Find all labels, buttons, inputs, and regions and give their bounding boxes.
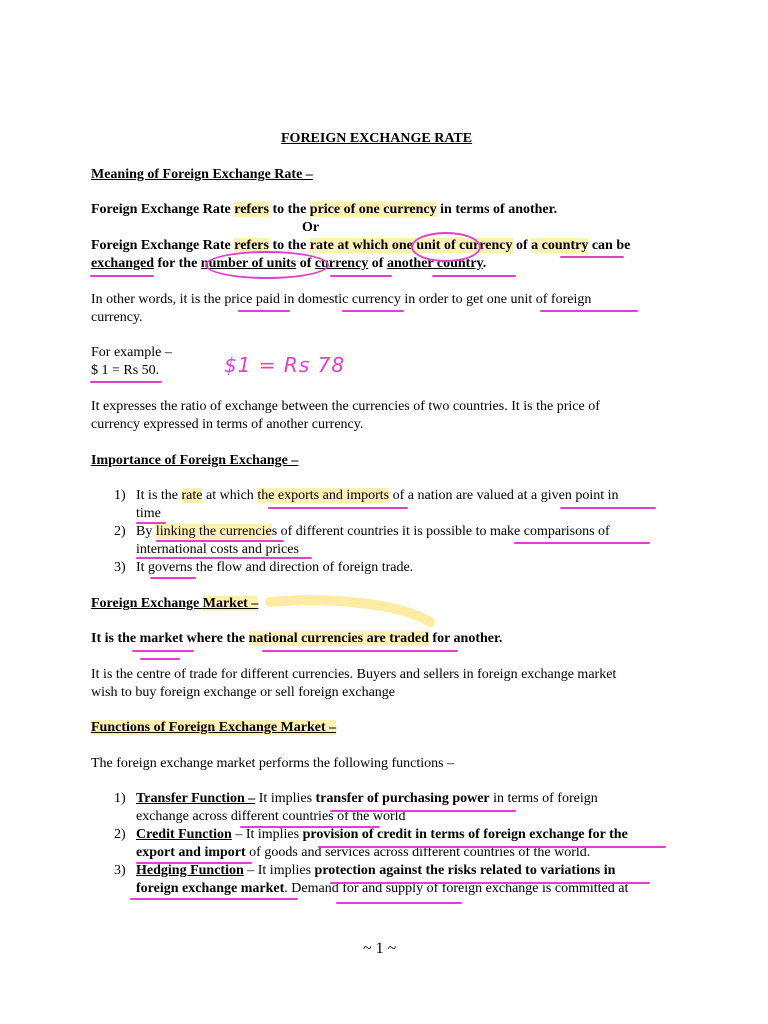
item-highlight: rate — [181, 488, 203, 503]
pen-underline — [90, 275, 154, 277]
importance-item-2-line-2: international costs and prices — [136, 542, 299, 557]
or-separator: Or — [302, 220, 320, 235]
pen-underline — [342, 310, 404, 312]
handwritten-note: $1 = Rs 78 — [224, 353, 346, 377]
functions-heading — [91, 719, 336, 737]
def1-highlight-refers: refers — [234, 202, 269, 217]
function-item-1-line-2: exchange across different countries of the world — [136, 809, 406, 824]
other-words-line-2: currency. — [91, 310, 143, 325]
function-item-2-line-1 — [136, 826, 628, 844]
def2-text: of — [368, 256, 387, 271]
def2-highlight-refers: refers — [234, 238, 269, 253]
pen-underline — [132, 650, 194, 652]
importance-item-2-line-1 — [136, 523, 610, 541]
functions-intro: The foreign exchange market performs the following functions – — [91, 756, 455, 771]
market-definition — [91, 630, 502, 648]
def-text: for another. — [428, 631, 503, 646]
pen-underline — [262, 650, 458, 652]
pen-circle-one-unit — [411, 232, 481, 262]
function-text: – It implies — [231, 827, 303, 842]
def2-text: of — [296, 256, 315, 271]
pen-underline — [140, 658, 180, 660]
function-name: Credit Function — [136, 827, 232, 842]
def2-currency: currency — [314, 256, 369, 271]
function-text: – It implies — [243, 863, 315, 878]
list-number: 2) — [114, 827, 126, 842]
function-bold: provision of credit in terms of foreign exchange for the — [302, 827, 628, 842]
def2-text: Foreign Exchange Rate — [91, 238, 235, 253]
def2-text: of — [512, 238, 532, 253]
definition-2-line-1 — [91, 237, 630, 255]
function-name: Hedging Function — [136, 863, 244, 878]
function-name: Transfer Function – — [136, 791, 256, 806]
ratio-line-1: It expresses the ratio of exchange between the currencies of two countries. It is the price of — [91, 399, 600, 414]
pen-underline — [156, 540, 284, 542]
importance-heading: Importance of Foreign Exchange – — [91, 453, 299, 468]
item-highlight: the exports and imports — [257, 488, 390, 503]
market-heading — [91, 595, 258, 613]
function-item-3-line-1 — [136, 862, 615, 880]
pen-underline — [150, 577, 196, 579]
pen-underline — [330, 882, 650, 884]
def2-text: to the — [268, 238, 310, 253]
function-text: . Demand for and supply of foreign exchange is committed at — [284, 881, 629, 896]
def2-another-country: another country — [386, 256, 483, 271]
function-bold: protection against the risks related to variations in — [314, 863, 616, 878]
pen-underline — [330, 810, 516, 812]
heading-text: Foreign Exchange — [91, 596, 203, 611]
item-text: at which — [202, 488, 258, 503]
pen-underline — [330, 275, 392, 277]
item-text: s of different countries it is possible to make comparisons of — [271, 524, 610, 539]
list-number: 3) — [114, 560, 126, 575]
meaning-heading: Meaning of Foreign Exchange Rate – — [91, 167, 313, 182]
def2-text: can be — [588, 238, 631, 253]
item-text: of a nation are valued at a given point in — [389, 488, 619, 503]
other-words-line-1: In other words, it is the price paid in domestic currency in order to get one unit of foreign — [91, 292, 592, 307]
pen-underline — [238, 310, 290, 312]
function-text: of goods and services across different countries of the world. — [245, 845, 591, 860]
pen-underline — [318, 846, 666, 848]
def2-exchanged: exchanged — [91, 256, 154, 271]
pen-underline — [90, 381, 162, 383]
importance-item-1-line-2: time — [136, 506, 161, 521]
function-item-1-line-1 — [136, 790, 598, 808]
example-label: For example – — [91, 345, 172, 360]
pen-underline — [336, 902, 462, 904]
list-number: 1) — [114, 488, 126, 503]
heading-highlight: Market – — [202, 596, 259, 611]
def1-highlight-price: price of one currency — [309, 202, 437, 217]
example-value: $ 1 = Rs 50. — [91, 363, 160, 378]
function-bold: foreign exchange market — [136, 881, 285, 896]
list-number: 3) — [114, 863, 126, 878]
list-number: 2) — [114, 524, 126, 539]
def-text: It is the market where the — [91, 631, 249, 646]
pen-underline — [560, 256, 624, 258]
def1-text: to the — [268, 202, 310, 217]
def1-text: in terms of another. — [436, 202, 558, 217]
item-text: It is the — [136, 488, 182, 503]
pen-underline — [268, 507, 408, 509]
market-centre-line-1: It is the centre of trade for different currencies. Buyers and sellers in foreign exchange market — [91, 667, 617, 682]
def2-text: . — [482, 256, 487, 271]
function-text: It implies — [255, 791, 316, 806]
function-bold: transfer of purchasing power — [315, 791, 490, 806]
market-centre-line-2: wish to buy foreign exchange or sell foreign exchange — [91, 685, 396, 700]
item-highlight: linking the currencie — [155, 524, 272, 539]
def1-text: Foreign Exchange Rate — [91, 202, 235, 217]
function-text: in terms of foreign — [489, 791, 598, 806]
importance-item-1-line-1 — [136, 487, 619, 505]
function-bold: export and import — [136, 845, 246, 860]
pen-circle-number-of-units — [205, 251, 329, 279]
ratio-line-2: currency expressed in terms of another currency. — [91, 417, 364, 432]
page-number: ~ 1 ~ — [363, 940, 397, 957]
def-highlight: national currencies are traded — [248, 631, 429, 646]
def2-text: for the — [154, 256, 201, 271]
functions-heading-text: Functions of Foreign Exchange Market – — [91, 720, 337, 735]
page-title: FOREIGN EXCHANGE RATE — [281, 131, 473, 146]
def2-highlight-rate: rate at which one unit of currency — [309, 238, 513, 253]
pen-underline — [432, 275, 516, 277]
def2-highlight-country: a country — [531, 238, 589, 253]
pen-underline — [130, 898, 298, 900]
pen-underline — [540, 310, 638, 312]
pen-underline — [560, 507, 656, 509]
importance-item-3-line-1: It governs the flow and direction of foreign trade. — [136, 560, 414, 575]
list-number: 1) — [114, 791, 126, 806]
definition-1 — [91, 201, 557, 219]
item-text: By — [136, 524, 156, 539]
def2-number-of-units: number of units — [200, 256, 297, 271]
pen-underline — [514, 542, 650, 544]
